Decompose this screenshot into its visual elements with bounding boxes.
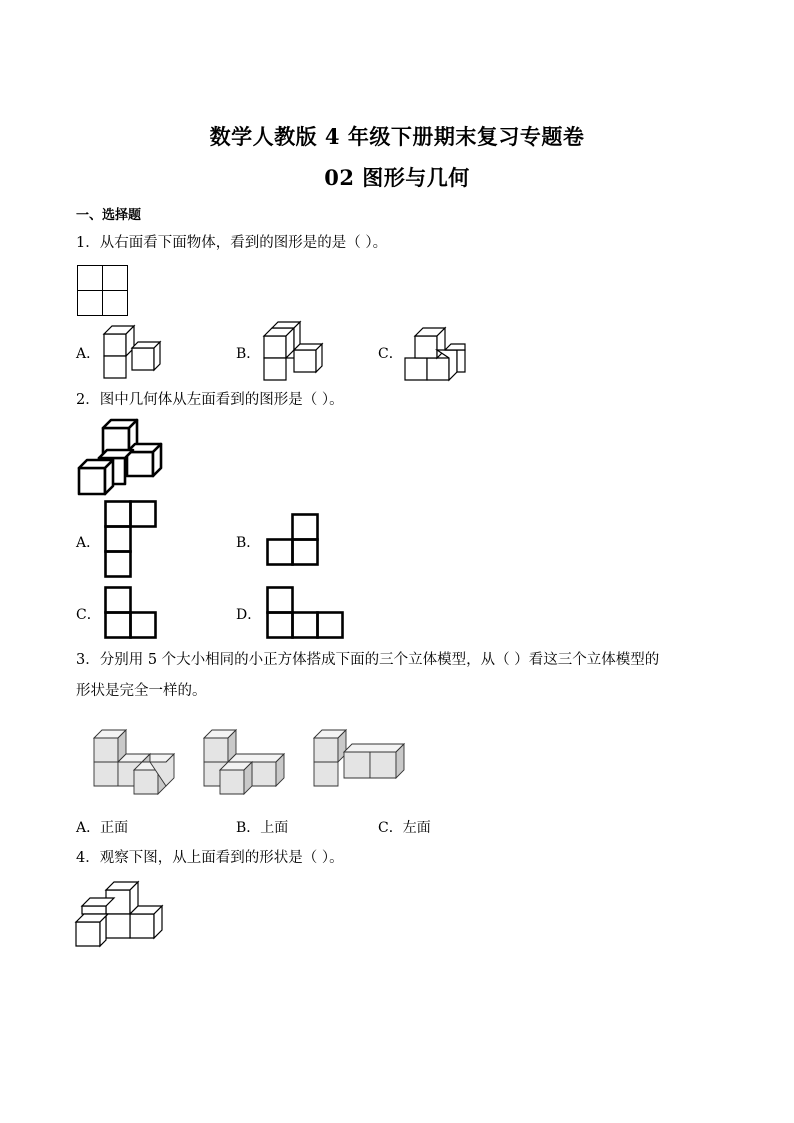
q3-option-a[interactable]: A．正面	[76, 820, 129, 836]
q1-option-b-label[interactable]: B．	[236, 346, 261, 362]
question-3-text-line-2: 形状是完全一样的。	[76, 683, 207, 699]
q1-option-b-figure	[264, 322, 324, 382]
q2-option-a-label[interactable]: A．	[76, 535, 101, 551]
question-1-text: 1．从右面看下面物体，看到的图形是的是（ ）。	[76, 235, 388, 251]
page-subtitle: 02 图形与几何	[324, 165, 470, 190]
page-title: 数学人教版 4 年级下册期末复习专题卷	[209, 124, 585, 149]
q1-option-c-figure	[405, 322, 467, 382]
q2-option-d-label[interactable]: D．	[236, 607, 262, 623]
question-3-text-line-1: 3．分别用 5 个大小相同的小正方体搭成下面的三个立体模型，从（ ）看这三个立体模型的	[76, 652, 660, 668]
q2-option-c-label[interactable]: C．	[76, 607, 101, 623]
question-2-text: 2．图中几何体从左面看到的图形是（ ）。	[76, 392, 344, 408]
section-heading: 一、选择题	[76, 208, 142, 223]
q2-option-b-label[interactable]: B．	[236, 535, 261, 551]
q2-reference-figure	[77, 418, 167, 498]
question-4-text: 4．观察下图，从上面看到的形状是（ ）。	[76, 850, 344, 866]
q4-reference-figure	[76, 880, 168, 950]
q1-option-a-label[interactable]: A．	[76, 346, 101, 362]
q2-option-c-figure	[104, 586, 158, 640]
q2-option-b-figure	[266, 513, 320, 567]
q3-model-2	[204, 728, 288, 796]
q2-option-d-figure	[266, 586, 346, 640]
q3-model-1	[94, 728, 178, 796]
q3-model-3	[314, 728, 406, 790]
q1-option-c-label[interactable]: C．	[378, 346, 403, 362]
q3-option-c[interactable]: C．左面	[378, 820, 431, 836]
q3-option-b[interactable]: B．上面	[236, 820, 289, 836]
q1-reference-figure	[77, 265, 129, 317]
q2-option-a-figure	[104, 500, 158, 578]
q1-option-a-figure	[104, 326, 164, 380]
